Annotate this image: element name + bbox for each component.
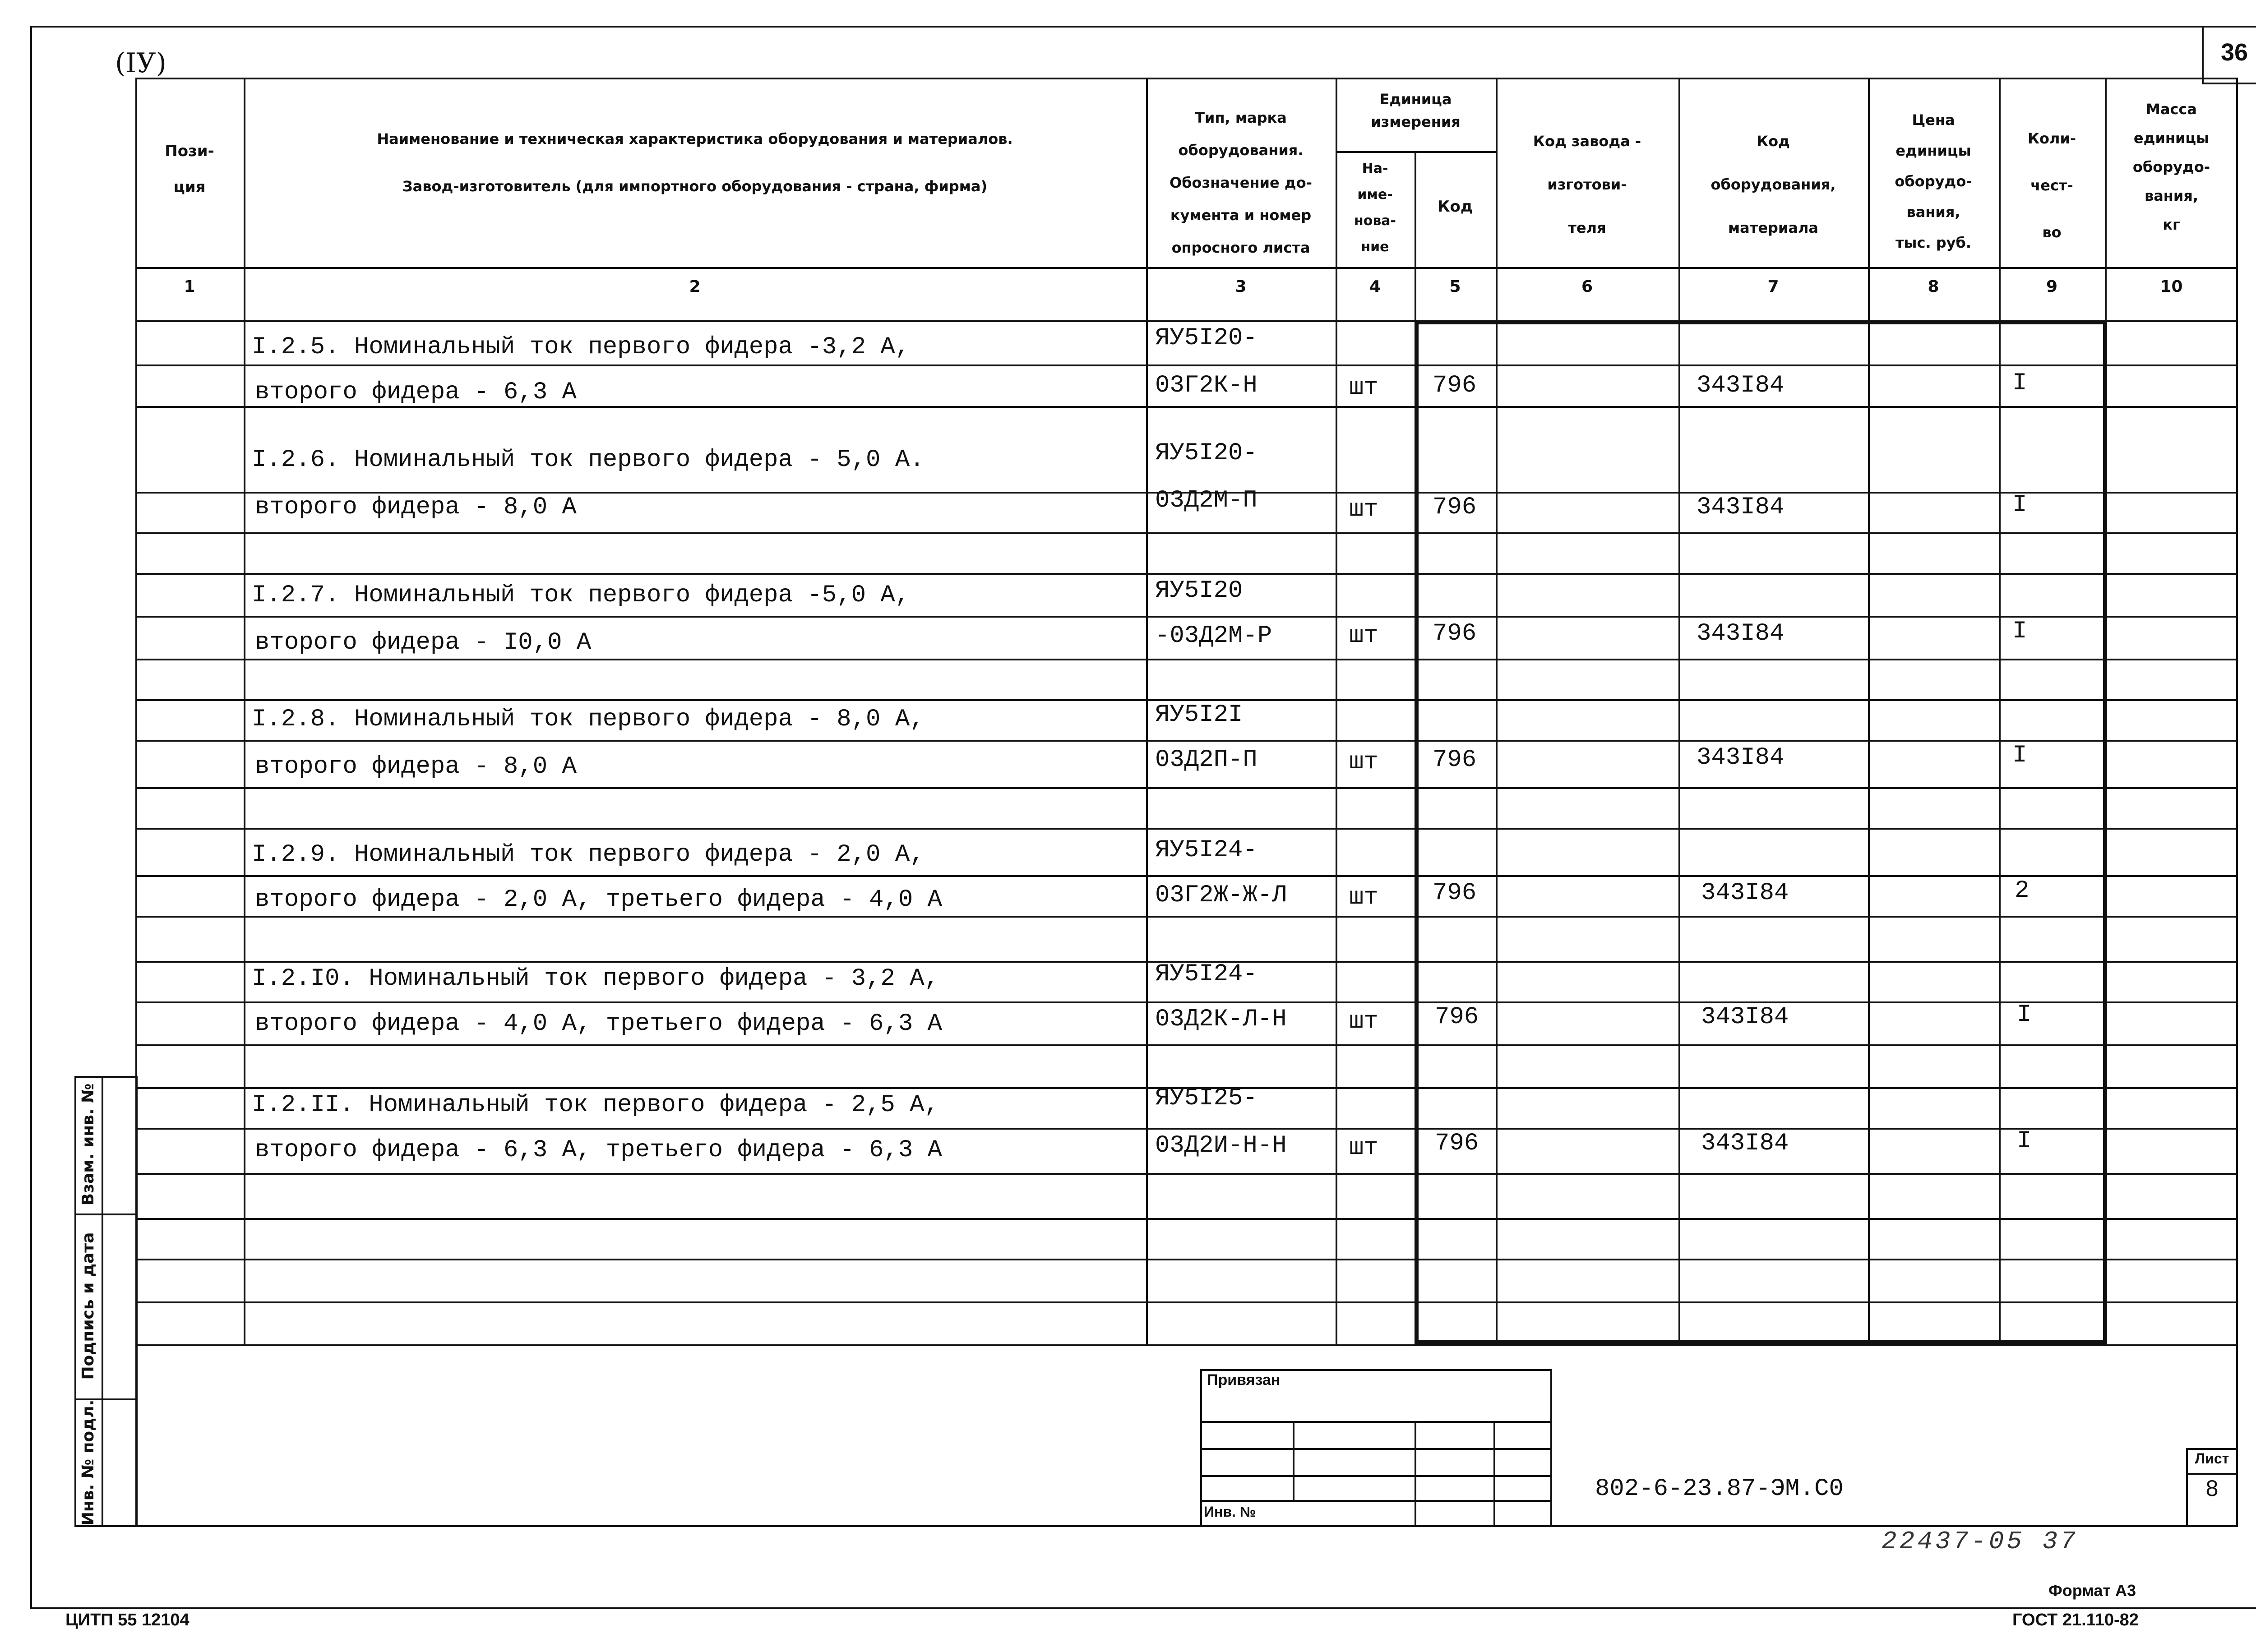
header-col10: Масса единицы оборудо- вания, кг: [2132, 101, 2210, 233]
privyazan-col: [1415, 1421, 1416, 1527]
header-col8: Цена единицы оборудо- вания, тыс. руб.: [1895, 111, 1972, 251]
col-number: 1: [184, 277, 195, 296]
row6-equip-code: 343I84: [1701, 1003, 1789, 1031]
col-number: 6: [1581, 277, 1593, 296]
privyazan-col: [1493, 1421, 1495, 1527]
row-line: [135, 740, 2238, 742]
row3-desc-line2: второго фидера - I0,0 А: [255, 629, 592, 656]
row5-code: 796: [1433, 879, 1477, 907]
row2-desc-line2: второго фидера - 8,0 А: [255, 494, 577, 521]
privyazan-line: [1200, 1475, 1552, 1477]
col-number: 8: [1928, 277, 1939, 296]
col-line-2: [1146, 78, 1148, 1344]
row7-qty: I: [2017, 1127, 2032, 1155]
row-line: [135, 1173, 2238, 1175]
col-line-1: [244, 78, 245, 1344]
col-number: 9: [2046, 277, 2058, 296]
row3-desc-line1: I.2.7. Номинальный ток первого фидера -5,0 А,: [252, 581, 910, 609]
row5-desc-line1: I.2.9. Номинальный ток первого фидера - 2,0 А,: [252, 841, 925, 868]
side-stamp-divider: [102, 1076, 103, 1527]
header-col3: Тип, марка оборудования. Обозначение до- кумента и номер опросного листа: [1170, 109, 1312, 256]
row3-qty: I: [2012, 618, 2027, 645]
row2-code: 796: [1433, 494, 1477, 521]
header-col6: Код завода - изготови- теля: [1533, 133, 1641, 236]
section-mark: (IУ): [115, 47, 166, 79]
sheet-corner-number: 36: [2220, 39, 2248, 66]
col-number: 2: [689, 277, 701, 296]
privyazan-line: [1200, 1500, 1552, 1502]
thick-body-box: [1415, 320, 2107, 1344]
row-line: [135, 365, 2238, 366]
row1-desc-line1: I.2.5. Номинальный ток первого фидера -3,2 А,: [252, 333, 910, 361]
header-unit-group: Единица измерения: [1371, 91, 1461, 130]
row1-type-line1: ЯУ5I20-: [1155, 324, 1257, 352]
row-line: [135, 787, 2238, 789]
row6-unit: шт: [1349, 1008, 1378, 1035]
col-number: 7: [1767, 277, 1779, 296]
row-line: [135, 1044, 2238, 1046]
row6-type-line2: 03Д2К-Л-Н: [1155, 1006, 1287, 1033]
citp-label: ЦИТП 55 12104: [65, 1610, 190, 1629]
row7-desc-line2: второго фидера - 6,3 А, третьего фидера - 6,3 А: [255, 1136, 943, 1164]
sheet-number-divider: [2186, 1473, 2238, 1475]
row6-type-line1: ЯУ5I24-: [1155, 960, 1257, 988]
row7-type-line1: ЯУ5I25-: [1155, 1084, 1257, 1112]
row4-desc-line2: второго фидера - 8,0 А: [255, 753, 577, 780]
row4-desc-line1: I.2.8. Номинальный ток первого фидера - 8,0 А,: [252, 706, 925, 733]
row-line: [135, 532, 2238, 534]
handwritten-number: 22437-05 37: [1882, 1527, 2078, 1556]
row5-type-line1: ЯУ5I24-: [1155, 836, 1257, 864]
row4-qty: I: [2012, 742, 2027, 769]
row-line: [135, 406, 2238, 408]
header-col4: На- име- нова- ние: [1354, 161, 1396, 255]
row2-type-line1: ЯУ5I20-: [1155, 439, 1257, 467]
side-stamp-inv: Инв. № подл.: [79, 1399, 97, 1526]
row7-desc-line1: I.2.II. Номинальный ток первого фидера - 2,5 А,: [252, 1091, 939, 1119]
header-col1: Пози- ция: [165, 142, 214, 196]
row-line: [135, 1001, 2238, 1003]
row1-equip-code: 343I84: [1697, 372, 1784, 399]
header-col9: Коли- чест- во: [2027, 130, 2076, 241]
row4-type-line2: 03Д2П-П: [1155, 746, 1257, 774]
row1-desc-line2: второго фидера - 6,3 А: [255, 378, 577, 406]
row5-type-line2: 03Г2Ж-Ж-Л: [1155, 881, 1287, 909]
row4-type-line1: ЯУ5I2I: [1155, 701, 1243, 729]
side-stamp-podpis: Подпись и дата: [79, 1232, 97, 1380]
side-stamp-row: [74, 1214, 138, 1215]
privyazan-line: [1200, 1448, 1552, 1450]
row1-qty: I: [2012, 369, 2027, 397]
header-col2-line1: Наименование и техническая характеристика оборудования и материалов.: [377, 130, 1013, 148]
row-line: [135, 828, 2238, 830]
row5-qty: 2: [2015, 877, 2029, 904]
row5-equip-code: 343I84: [1701, 879, 1789, 907]
row4-equip-code: 343I84: [1697, 744, 1784, 771]
header-col2-line2: Завод-изготовитель (для импортного оборудования - страна, фирма): [402, 178, 988, 195]
row4-unit: шт: [1349, 748, 1378, 776]
row6-code: 796: [1435, 1003, 1479, 1031]
row-line: [135, 875, 2238, 877]
privyazan-line: [1200, 1421, 1552, 1423]
row2-unit: шт: [1349, 496, 1378, 523]
col-number: 5: [1449, 277, 1461, 296]
list-number: 8: [2205, 1476, 2219, 1501]
row6-desc-line1: I.2.I0. Номинальный ток первого фидера - 3,2 А,: [252, 965, 939, 992]
row-line: [135, 1259, 2238, 1260]
row-line: [135, 573, 2238, 575]
row-line: [135, 1301, 2238, 1303]
row6-desc-line2: второго фидера - 4,0 А, третьего фидера - 6,3 А: [255, 1010, 943, 1038]
side-stamp-vzam: Взам. инв. №: [79, 1083, 97, 1206]
row2-equip-code: 343I84: [1697, 494, 1784, 521]
row3-equip-code: 343I84: [1697, 620, 1784, 647]
row2-qty: I: [2012, 491, 2027, 519]
row-line: [135, 1218, 2238, 1220]
privyazan-label: Привязан: [1207, 1371, 1281, 1389]
gost-label: ГОСТ 21.110-82: [2012, 1610, 2139, 1629]
row5-unit: шт: [1349, 884, 1378, 911]
list-label: Лист: [2195, 1450, 2229, 1467]
header-col5: Код: [1437, 198, 1473, 216]
doc-code: 802-6-23.87-ЭМ.С0: [1595, 1475, 1844, 1503]
row4-code: 796: [1433, 746, 1477, 774]
row1-code: 796: [1433, 372, 1477, 399]
inv-no-label: Инв. №: [1204, 1504, 1256, 1520]
row7-equip-code: 343I84: [1701, 1130, 1789, 1157]
row3-type-line1: ЯУ5I20: [1155, 577, 1243, 605]
row-line: [135, 916, 2238, 918]
header-col7: Код оборудования, материала: [1710, 133, 1836, 236]
row-line: [135, 659, 2238, 660]
body-end-line: [135, 1344, 2238, 1346]
row7-type-line2: 03Д2И-Н-Н: [1155, 1132, 1287, 1159]
row3-type-line2: -03Д2М-Р: [1155, 622, 1272, 650]
row2-type-line2: 03Д2М-П: [1155, 487, 1257, 514]
row-line: [135, 616, 2238, 618]
row-line: [135, 1128, 2238, 1130]
row1-unit: шт: [1349, 374, 1378, 401]
header-bottom-line: [135, 267, 2238, 269]
row6-qty: I: [2017, 1001, 2032, 1029]
privyazan-col: [1293, 1421, 1294, 1500]
format-label: Формат А3: [2048, 1581, 2136, 1600]
row3-unit: шт: [1349, 622, 1378, 650]
col-number: 10: [2160, 277, 2183, 296]
row3-code: 796: [1433, 620, 1477, 647]
col-number: 4: [1369, 277, 1381, 296]
row7-code: 796: [1435, 1130, 1479, 1157]
col-line-3: [1336, 78, 1337, 1344]
row1-type-line2: 03Г2К-Н: [1155, 372, 1257, 399]
row2-desc-line1: I.2.6. Номинальный ток первого фидера - 5,0 А.: [252, 446, 925, 474]
row5-desc-line2: второго фидера - 2,0 А, третьего фидера - 4,0 А: [255, 886, 943, 914]
col-number: 3: [1235, 277, 1247, 296]
row7-unit: шт: [1349, 1134, 1378, 1162]
